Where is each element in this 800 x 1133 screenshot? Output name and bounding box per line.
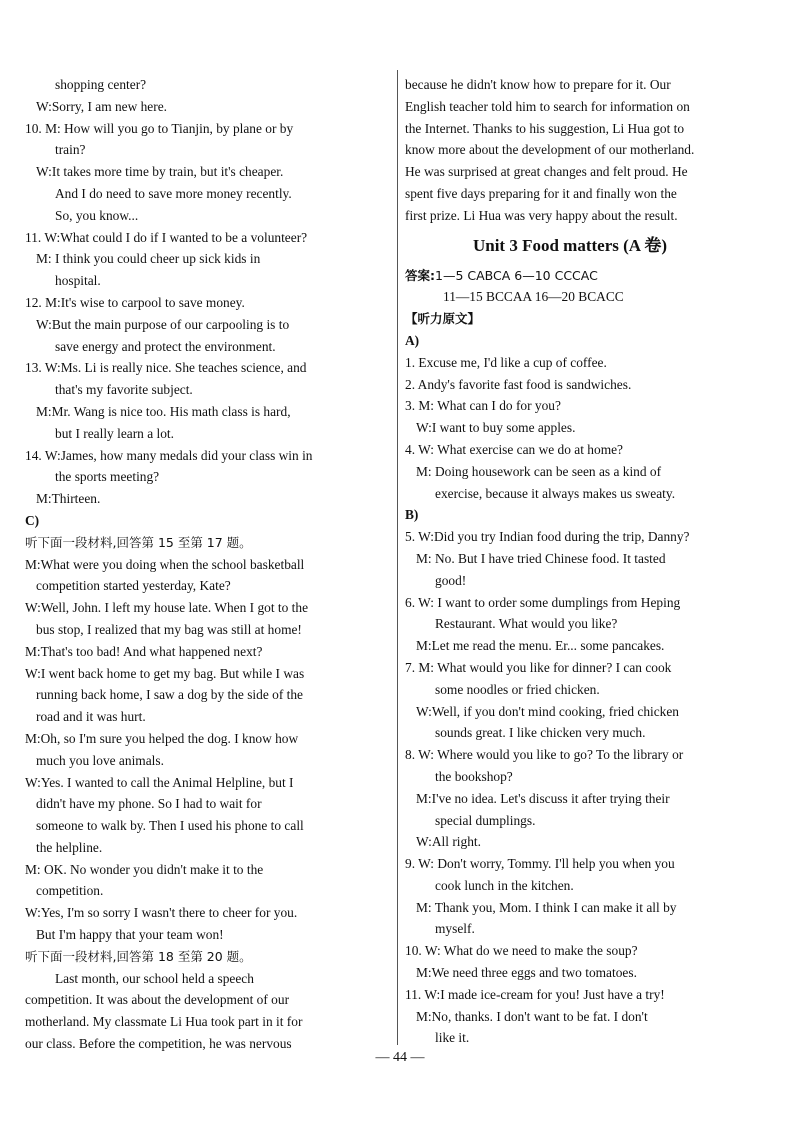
text-line: first prize. Li Hua was very happy about the result. — [405, 207, 678, 223]
text-line: So, you know... — [55, 207, 139, 223]
text-line: 6. W: I want to order some dumplings from Heping — [405, 594, 681, 610]
text-line: 8. W: Where would you like to go? To the library or — [405, 747, 684, 763]
text-line: 1. Excuse me, I'd like a cup of coffee. — [405, 354, 607, 370]
text-line: our class. Before the competition, he was nervous — [25, 1036, 292, 1052]
text-line: much you love animals. — [36, 752, 164, 768]
text-line: that's my favorite subject. — [55, 382, 193, 398]
text-line: 2. Andy's favorite fast food is sandwiches. — [405, 376, 632, 392]
answer-label: 答案: — [405, 267, 435, 283]
text-line: M: No. But I have tried Chinese food. It tasted — [416, 550, 666, 566]
text-line: myself. — [435, 921, 475, 937]
answer-row-2: 11—15 BCCAA 16—20 BCACC — [443, 289, 624, 305]
text-line: M:Mr. Wang is nice too. His math class is hard, — [36, 403, 291, 419]
text-line: exercise, because it always makes us sweaty. — [435, 485, 676, 501]
text-line: train? — [55, 142, 86, 158]
listening-label: 【听力原文】 — [405, 311, 481, 327]
text-line: English teacher told him to search for information on — [405, 98, 690, 114]
text-line: 11. W:What could I do if I wanted to be a volunteer? — [25, 229, 308, 245]
text-line: W:Yes, I'm so sorry I wasn't there to cheer for you. — [25, 905, 298, 921]
text-line: 11. W:I made ice-cream for you! Just have a try! — [405, 986, 665, 1002]
text-line: 10. M: How will you go to Tianjin, by plane or by — [25, 120, 294, 136]
text-line: M:That's too bad! And what happened next? — [25, 643, 263, 659]
text-line: bus stop, I realized that my bag was still at home! — [36, 621, 302, 637]
text-line: know more about the development of our motherland. — [405, 142, 695, 158]
text-line: W:I went back home to get my bag. But while I was — [25, 665, 305, 681]
text-line: someone to walk by. Then I used his phone to call — [36, 818, 304, 834]
text-line: And I do need to save more money recently. — [55, 185, 292, 201]
text-line: the helpline. — [36, 839, 103, 855]
text-line: motherland. My classmate Li Hua took part in it for — [25, 1014, 303, 1030]
text-line: 听下面一段材料,回答第 18 至第 20 题。 — [25, 948, 252, 964]
text-line: because he didn't know how to prepare for it. Our — [405, 77, 671, 92]
text-line: But I'm happy that your team won! — [36, 927, 224, 943]
text-line: M:What were you doing when the school basketball — [25, 556, 305, 572]
text-line: W:Sorry, I am new here. — [36, 98, 168, 114]
text-line: W:I want to buy some apples. — [416, 420, 576, 436]
text-line: 5. W:Did you try Indian food during the trip, Danny? — [405, 529, 690, 545]
text-line: good! — [435, 572, 467, 588]
text-line: B) — [405, 507, 419, 523]
text-line: Restaurant. What would you like? — [435, 616, 618, 632]
text-line: save energy and protect the environment. — [55, 338, 276, 354]
text-line: 9. W: Don't worry, Tommy. I'll help you when you — [405, 856, 675, 872]
text-line: the sports meeting? — [55, 469, 160, 485]
text-line: competition. It was about the development of our — [25, 992, 290, 1008]
text-line: 10. W: What do we need to make the soup? — [405, 943, 638, 959]
text-line: 听下面一段材料,回答第 15 至第 17 题。 — [25, 534, 252, 550]
text-line: M: I think you could cheer up sick kids in — [36, 251, 261, 267]
unit-title: Unit 3 Food matters (A 卷) — [472, 235, 668, 255]
text-line: cook lunch in the kitchen. — [435, 877, 574, 893]
text-line: 14. W:James, how many medals did your class win in — [25, 447, 313, 463]
text-line: M:Thirteen. — [36, 491, 101, 507]
right-column-top-text — [405, 74, 735, 227]
text-line: M: Thank you, Mom. I think I can make it all by — [416, 899, 677, 915]
text-line: M: OK. No wonder you didn't make it to the — [25, 861, 264, 877]
right-column — [405, 74, 735, 1049]
text-line: W:Yes. I wanted to call the Animal Helpline, but I — [25, 774, 294, 790]
text-line: hospital. — [55, 273, 101, 289]
text-line: didn't have my phone. So I had to wait for — [36, 796, 262, 812]
text-line: competition. — [36, 883, 104, 899]
text-line: 13. W:Ms. Li is really nice. She teaches science, and — [25, 360, 307, 376]
text-line: competition started yesterday, Kate? — [36, 578, 231, 594]
left-column — [25, 74, 415, 1055]
text-line: M:Let me read the menu. Er... some pancakes. — [416, 638, 665, 654]
text-line: 12. M:It's wise to carpool to save money. — [25, 294, 245, 310]
text-line: the Internet. Thanks to his suggestion, Li Hua got to — [405, 120, 685, 136]
text-line: but I really learn a lot. — [55, 425, 174, 441]
text-line: M:Oh, so I'm sure you helped the dog. I know how — [25, 730, 299, 746]
text-line: shopping center? — [55, 77, 147, 92]
text-line: special dumplings. — [435, 812, 536, 828]
text-line: road and it was hurt. — [36, 709, 146, 725]
text-line: some noodles or fried chicken. — [435, 681, 600, 697]
text-line: like it. — [435, 1030, 470, 1046]
text-line: running back home, I saw a dog by the side of the — [36, 687, 304, 703]
text-line: 3. M: What can I do for you? — [405, 398, 561, 414]
text-line: 4. W: What exercise can we do at home? — [405, 441, 624, 457]
text-line: W:Well, if you don't mind cooking, fried chicken — [416, 703, 680, 719]
answer-row-1 — [405, 265, 735, 287]
page-number: — 44 — — [375, 1050, 425, 1065]
text-line: spent five days preparing for it and finally won the — [405, 185, 677, 201]
text-line: M: Doing housework can be seen as a kind of — [416, 463, 662, 479]
text-line: the bookshop? — [435, 768, 513, 784]
text-line: He was surprised at great changes and felt proud. He — [405, 164, 688, 180]
text-line: sounds great. I like chicken very much. — [435, 725, 646, 741]
text-line: W:But the main purpose of our carpooling is to — [36, 316, 290, 332]
text-line: M:I've no idea. Let's discuss it after trying their — [416, 790, 670, 806]
text-line: C) — [25, 512, 40, 528]
text-line: W:Well, John. I left my house late. When I got to the — [25, 600, 309, 616]
text-line: W:It takes more time by train, but it's cheaper. — [36, 164, 284, 180]
text-line: M:No, thanks. I don't want to be fat. I don't — [416, 1008, 648, 1024]
right-column-listening-text — [405, 330, 735, 1049]
text-line: W:All right. — [416, 834, 481, 850]
text-line: Last month, our school held a speech — [55, 970, 254, 986]
text-line: 7. M: What would you like for dinner? I can cook — [405, 659, 672, 675]
answer-row-1-text: 1—5 CABCA 6—10 CCCAC — [435, 267, 598, 283]
text-line: A) — [405, 332, 420, 348]
text-line: M:We need three eggs and two tomatoes. — [416, 965, 637, 981]
